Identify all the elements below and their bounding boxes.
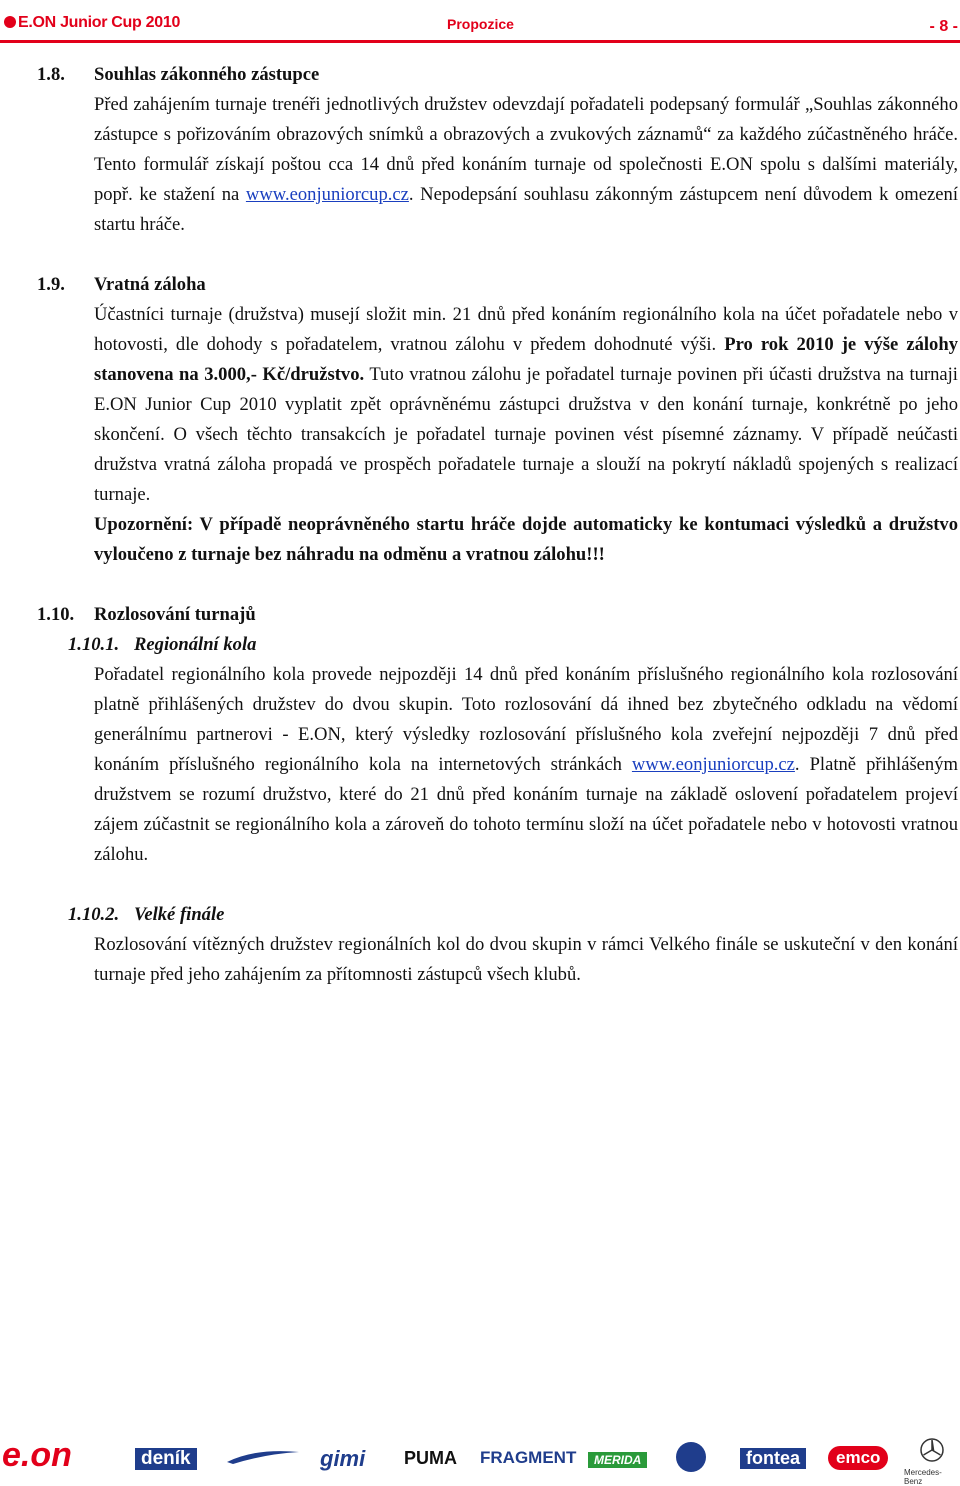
- deposit-amount: Pro rok 2010 je výše zálohy stanovena na 3.000,- Kč/družstvo.: [94, 334, 958, 385]
- section-paragraph: Před zahájením turnaje trenéři jednotlivých družstev odevzdají pořadateli podepsaný formulář „Souhlas zákonného zástupce s pořizováním obrazových snímků a obrazových a zvukových záznamů“ za každého zúčastněného hráče. Tento formulář získají poštou cca 14 dnů před konáním turnaje od společnosti E.ON spolu s dalšími materiály, popř. ke stažení na www.eonjuniorcup.cz. Nepodepsání souhlasu zákonným zástupcem není důvodem k omezení startu hráče.: [94, 94, 958, 235]
- document-body: [0, 60, 960, 990]
- warning-paragraph: Upozornění: V případě neoprávněného startu hráče dojde automaticky ke kontumaci výsledků a družstvo vyloučeno z turnaje bez náhradu na odměnu a vratnou zálohu!!!: [94, 514, 958, 565]
- document-title: Propozice: [447, 16, 514, 32]
- sponsor-logo-eon: e.on: [2, 1436, 72, 1474]
- section-number: 1.9.: [37, 274, 65, 295]
- subsection-title: Regionální kola: [134, 634, 257, 655]
- subsection-title: Velké finále: [134, 904, 225, 925]
- section-number: 1.10.: [37, 604, 75, 625]
- subsection-number: 1.10.2.: [68, 904, 120, 925]
- subsection-1-10-1: [0, 630, 960, 660]
- section-1-9: [0, 270, 960, 570]
- sponsor-logo-fontea: fontea: [740, 1448, 806, 1469]
- eonjuniorcup-link[interactable]: www.eonjuniorcup.cz: [631, 754, 795, 775]
- section-paragraph: Účastníci turnaje (družstva) musejí složit min. 21 dnů před konáním regionálního kola na účet pořadatele nebo v hotovosti, dle dohody s pořadatelem, vratnou zálohu v předem dohodnuté výši. Pro rok 2010 je výše zálohy stanovena na 3.000,- Kč/družstvo. Tuto vratnou zálohu je pořadatel turnaje povinen při účasti družstva na turnaji E.ON Junior Cup 2010 vyplatit zpět oprávněnému zástupci družstva v den konání turnaje, konkrétně po jeho skončení. O všech těchto transakcích je pořadatel turnaje povinen vést písemné záznamy. V případě neúčasti družstva vratná záloha propadá ve prospěch pořadatele turnaje a slouží na pokrytí nákladů spojených s realizací turnaje.: [94, 304, 958, 505]
- sponsor-logo-puma: PUMA: [404, 1448, 457, 1468]
- football-icon: [4, 16, 16, 28]
- sponsor-logo-merida: MERIDA: [588, 1452, 647, 1468]
- header-rule: [0, 40, 960, 43]
- section-1-8: [0, 60, 960, 240]
- page-number: - 8 -: [929, 18, 958, 35]
- eon-junior-cup-logo: E.ON Junior Cup 2010: [4, 14, 180, 32]
- eonjuniorcup-link[interactable]: www.eonjuniorcup.cz: [245, 184, 409, 205]
- sponsor-logo-crest: [676, 1442, 706, 1472]
- sponsor-logo-emco: emco: [828, 1446, 888, 1470]
- sponsor-logo-gimi: gimi: [320, 1446, 366, 1471]
- section-1-10: [0, 600, 960, 990]
- sponsor-logo-mercedes: Mercedes-Benz: [904, 1468, 942, 1486]
- subsection-1-10-2: [0, 900, 960, 930]
- sponsor-logo-unknown: [225, 1446, 301, 1466]
- sponsor-logo-fragment: FRAGMENT: [480, 1448, 577, 1467]
- sponsor-bar: [0, 1432, 960, 1486]
- section-title: Vratná záloha: [94, 274, 206, 295]
- mercedes-star-icon: [920, 1438, 944, 1462]
- page-header: [0, 0, 960, 44]
- swoosh-logo-icon: [225, 1446, 301, 1466]
- sponsor-logo-denik: deník: [135, 1448, 197, 1470]
- section-title: Rozlosování turnajů: [94, 604, 256, 625]
- section-paragraph: Rozlosování vítězných družstev regionálních kol do dvou skupin v rámci Velkého finále se uskuteční v den konání turnaje před jeho zahájením za přítomnosti zástupců všech klubů.: [94, 934, 958, 985]
- section-number: 1.8.: [37, 64, 65, 85]
- section-title: Souhlas zákonného zástupce: [94, 64, 320, 85]
- section-paragraph: Pořadatel regionálního kola provede nejpozději 14 dnů před konáním příslušného regionálního kola rozlosování platně přihlášených družstev do dvou skupin. Toto rozlosování dá ihned bez zbytečného odkladu na vědomí generálnímu partnerovi - E.ON, který výsledky rozlosování příslušného kola zveřejní nejpozději 7 dnů před konáním příslušného regionálního kola na internetových stránkách www.eonjuniorcup.cz. Platně přihlášeným družstvem se rozumí družstvo, které do 21 dnů před konáním turnaje na základě oslovení pořadatelem projeví zájem zúčastnit se regionálního kola a zároveň do tohoto termínu složí na účet pořadatele nebo v hotovosti vratnou zálohu.: [94, 664, 958, 865]
- subsection-number: 1.10.1.: [68, 634, 120, 655]
